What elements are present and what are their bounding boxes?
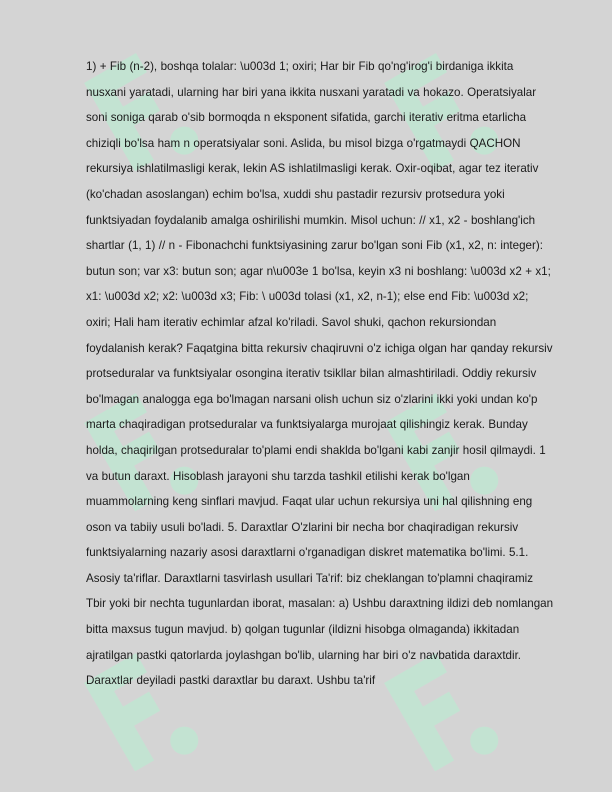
body-paragraph: 1) + Fib (n-2), boshqa tolalar: \u003d 1; oxiri; Har bir Fib qo'ng'irog'i birdaniga ikkita nusxani yaratadi, ularning har biri yana ikkita nusxani yaratadi va hokazo. Operatsiyalar soni soniga qarab o'sib bormoqda n eksponent sifatida, garchi iterativ eritma etarlicha chiziqli bo'lsa ham n operatsiyalar soni. Aslida, bu misol bizga o'rgatmaydi QACHON rekursiya ishlatilmasligi kerak, lekin AS ishlatilmasligi kerak. Oxir-oqibat, agar tez iterativ (ko'chadan asoslangan) echim bo'lsa, xuddi shu pastadir rezursiv protsedura yoki funktsiyadan foydalanib amalga oshirilishi mumkin. Misol uchun: // x1, x2 - boshlang'ich shartlar (1, 1) // n - Fibonachchi funktsiyasining zarur bo'lgan soni Fib (x1, x2, n: integer): butun son; var x3: butun son; agar n\u003e 1 bo'lsa, keyin x3 ni boshlang: \u003d x2 + x1; x1: \u003d x2; x2: \u003d x3; Fib: \ u003d tolasi (x1, x2, n-1); else end Fib: \u003d x2; oxiri; Hali ham iterativ echimlar afzal ko'riladi. Savol shuki, qachon rekursiondan foydalanish kerak? Faqatgina bitta rekursiv chaqiruvni o'z ichiga olgan har qanday rekursiv protseduralar va funktsiyalar osongina iterativ tsikllar bilan almashtiriladi. Oddiy rekursiv bo'lmagan analogga ega bo'lmagan narsani olish uchun siz o'zlarini ikki yoki undan ko'p marta chaqiradigan protseduralar va funktsiyalarga murojaat qilishingiz kerak. Bunday holda, chaqirilgan protseduralar to'plami endi shaklda bo'lgani kabi zanjir hosil qilmaydi. 1 va butun daraxt. Hisoblash jarayoni shu tarzda tashkil etilishi kerak bo'lgan muammolarning keng sinflari mavjud. Faqat ular uchun rekursiya uni hal qilishning eng oson va tabiiy usuli bo'ladi. 5. Daraxtlar O'zlarini bir necha bor chaqiradigan rekursiv funktsiyalarning nazariy asosi daraxtlarni o'rganadigan diskret matematika bo'limi. 5.1. Asosiy ta'riflar. Daraxtlarni tasvirlash usullari Ta'rif: biz cheklangan to'plamni chaqiramiz Tbir yoki bir nechta tugunlardan iborat, masalan: a) Ushbu daraxtning ildizi deb nomlangan bitta maxsus tugun mavjud. b) qolgan tugunlar (ildizni hisobga olmaganda) ikkitadan ajratilgan pastki qatorlarda joylashgan bo'lib, ularning har biri o'z navbatida daraxtdir. Daraxtlar deyiladi pastki daraxtlar bu daraxt. Ushbu ta'rif (86, 60, 554, 688)
